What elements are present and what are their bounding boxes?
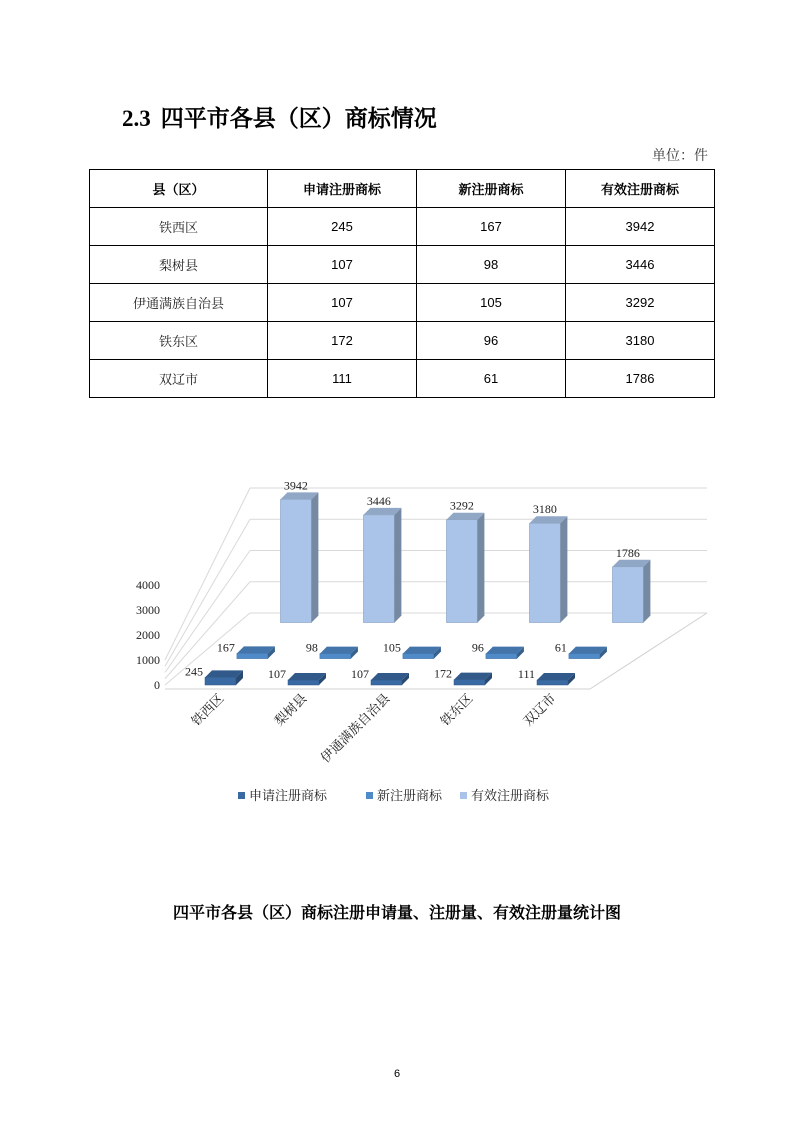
y-tick-label: 0 xyxy=(154,678,160,692)
bar-0-2 xyxy=(371,673,409,685)
y-tick-label: 2000 xyxy=(136,628,160,642)
data-label: 167 xyxy=(216,640,235,655)
cell-applications: 245 xyxy=(268,208,417,246)
bar-front xyxy=(612,567,643,623)
header-valid-registrations: 有效注册商标 xyxy=(566,170,715,208)
data-label: 111 xyxy=(517,667,535,681)
bar-1-1 xyxy=(320,647,358,659)
data-label: 96 xyxy=(471,640,484,655)
data-label: 107 xyxy=(351,667,369,681)
header-county: 县（区） xyxy=(90,170,268,208)
bar-0-1 xyxy=(288,673,326,685)
chart-legend xyxy=(238,788,550,804)
table-header-row xyxy=(90,170,715,208)
unit-label: 单位：件 xyxy=(652,148,708,164)
category-label: 伊通满族自治县 xyxy=(318,691,394,767)
side-gridline xyxy=(165,519,250,666)
side-gridline xyxy=(165,488,250,660)
header-applications: 申请注册商标 xyxy=(268,170,417,208)
cell-valid: 3180 xyxy=(566,322,715,360)
trademark-3d-bar-chart xyxy=(120,478,680,825)
bar-1-2 xyxy=(403,647,441,659)
floor-edge xyxy=(590,613,707,689)
bar-side xyxy=(643,560,650,623)
y-tick-label: 4000 xyxy=(136,578,160,592)
cell-valid: 1786 xyxy=(566,360,715,398)
category-label: 双辽市 xyxy=(521,691,560,730)
bar-front xyxy=(446,520,477,623)
section-number: 2.3 xyxy=(122,106,151,131)
table-row xyxy=(90,284,715,322)
bar-front xyxy=(363,515,394,623)
data-label: 3942 xyxy=(283,478,308,493)
cell-new: 105 xyxy=(417,284,566,322)
figure-caption: 四平市各县（区）商标注册申请量、注册量、有效注册量统计图 xyxy=(172,903,621,922)
cell-valid: 3292 xyxy=(566,284,715,322)
legend-swatch xyxy=(460,792,467,799)
cell-county: 铁东区 xyxy=(90,322,268,360)
bar-0-0 xyxy=(205,670,243,685)
bar-front xyxy=(486,654,517,659)
bar-2-2 xyxy=(446,513,484,623)
bar-2-0 xyxy=(280,492,318,622)
data-label: 105 xyxy=(382,640,401,655)
bar-front xyxy=(320,654,351,659)
bar-front xyxy=(569,654,600,659)
bar-1-0 xyxy=(237,646,275,658)
y-tick-label: 3000 xyxy=(136,603,160,617)
legend-label: 申请注册商标 xyxy=(249,789,328,804)
cell-county: 双辽市 xyxy=(90,360,268,398)
page-number: 6 xyxy=(393,1068,401,1080)
bar-front xyxy=(537,680,568,685)
data-label: 107 xyxy=(268,667,286,681)
bar-0-3 xyxy=(454,673,492,685)
bar-side xyxy=(394,508,401,623)
data-label: 1786 xyxy=(615,545,640,560)
bar-front xyxy=(237,653,268,658)
table-row xyxy=(90,246,715,284)
legend-label: 有效注册商标 xyxy=(471,789,550,804)
cell-valid: 3446 xyxy=(566,246,715,284)
bar-front xyxy=(280,499,311,622)
cell-new: 96 xyxy=(417,322,566,360)
cell-new: 167 xyxy=(417,208,566,246)
table-row xyxy=(90,208,715,246)
data-label: 61 xyxy=(554,640,567,655)
legend-swatch xyxy=(238,792,245,799)
side-gridline xyxy=(165,582,250,679)
trademark-table xyxy=(89,169,715,398)
bar-front xyxy=(288,680,319,685)
cell-new: 61 xyxy=(417,360,566,398)
cell-new: 98 xyxy=(417,246,566,284)
data-label: 245 xyxy=(185,664,203,679)
y-tick-label: 1000 xyxy=(136,653,160,667)
cell-applications: 107 xyxy=(268,284,417,322)
table-row xyxy=(90,322,715,360)
bar-side xyxy=(311,492,318,622)
bar-side xyxy=(560,516,567,622)
bar-front xyxy=(371,680,402,685)
category-label: 铁东区 xyxy=(438,691,477,730)
bar-1-4 xyxy=(569,647,607,659)
legend-swatch xyxy=(366,792,373,799)
bar-front xyxy=(205,677,236,685)
bar-front xyxy=(454,680,485,685)
cell-applications: 111 xyxy=(268,360,417,398)
bar-front xyxy=(529,523,560,622)
cell-county: 铁西区 xyxy=(90,208,268,246)
bar-2-1 xyxy=(363,508,401,623)
data-label: 172 xyxy=(434,666,452,681)
cell-county: 伊通满族自治县 xyxy=(90,284,268,322)
cell-valid: 3942 xyxy=(566,208,715,246)
bar-1-3 xyxy=(486,647,524,659)
data-label: 3446 xyxy=(366,493,391,508)
table-row xyxy=(90,360,715,398)
cell-applications: 172 xyxy=(268,322,417,360)
data-label: 3292 xyxy=(449,498,474,513)
bar-2-4 xyxy=(612,560,650,623)
category-label: 梨树县 xyxy=(272,691,311,730)
section-title xyxy=(122,100,437,133)
header-new-registrations: 新注册商标 xyxy=(417,170,566,208)
data-label: 98 xyxy=(305,640,318,655)
category-label: 铁西区 xyxy=(189,691,228,730)
section-heading: 四平市各县（区）商标情况 xyxy=(160,106,437,132)
bar-0-4 xyxy=(537,673,575,685)
bar-side xyxy=(477,513,484,623)
bar-front xyxy=(403,654,434,659)
legend-label: 新注册商标 xyxy=(377,789,443,804)
cell-applications: 107 xyxy=(268,246,417,284)
bar-2-3 xyxy=(529,516,567,622)
cell-county: 梨树县 xyxy=(90,246,268,284)
data-label: 3180 xyxy=(532,502,557,517)
